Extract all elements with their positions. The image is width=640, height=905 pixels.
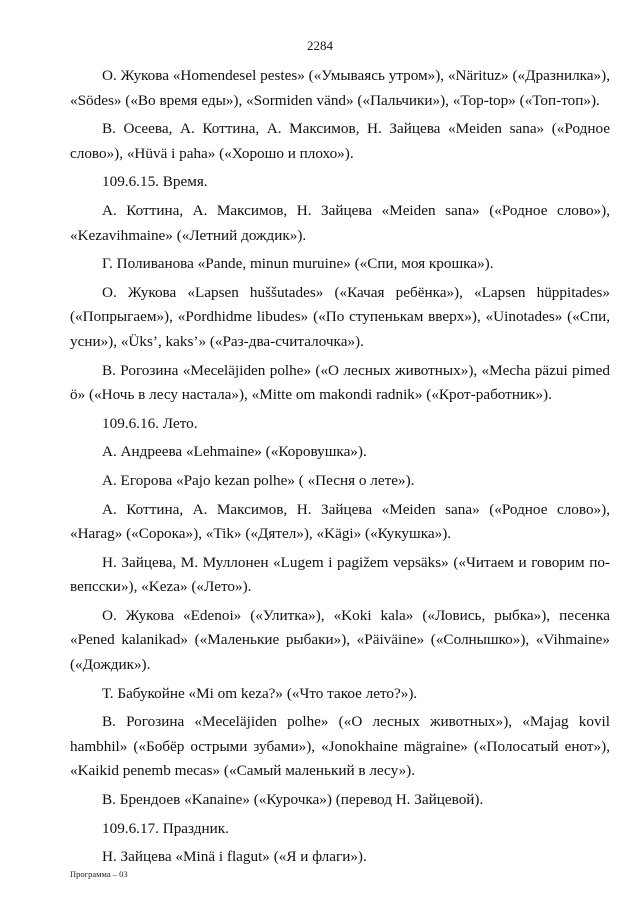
section-heading: 109.6.16. Лето. (102, 414, 198, 432)
page-footer: Программа – 03 (70, 869, 128, 879)
paragraph: О. Жукова «Lapsen huššutades» («Качая ребёнка»), «Lapsen hüppitades» («Попрыгаем»), «Pordhidme libudes» («По ступенькам вверх»), «Uinotades» («Спи, усни»), «Üks’, kaks’» («Раз-два-считалочка»). (70, 283, 610, 350)
paragraph: Н. Зайцева, М. Муллонен «Lugem i pagižem vepsäks» («Читаем и говорим по-вепсски»), «Keza» («Лето»). (70, 553, 610, 596)
page-number: 2284 (307, 38, 333, 53)
paragraph: А. Егорова «Pajo kezan polhe» ( «Песня о лете»). (102, 471, 415, 489)
paragraph: О. Жукова «Edenoi» («Улитка»), «Koki kala» («Ловись, рыбка»), песенка «Pened kalanikad» («Маленькие рыбаки»), «Päiväine» («Солнышко»), «Vihmaine» («Дождик»). (70, 606, 610, 674)
paragraph: А. Коттина, А. Максимов, Н. Зайцева «Meiden sana» («Родное слово»), «Kezavihmaine» («Летний дождик»). (70, 201, 610, 244)
paragraph: А. Коттина, А. Максимов, Н. Зайцева «Meiden sana» («Родное слово»), «Harag» («Сорока»), «Tik» («Дятел»), «Kägi» («Кукушка»). (70, 500, 610, 543)
paragraph: А. Андреева «Lehmaine» («Коровушка»). (102, 443, 367, 461)
paragraph: В. Брендоев «Kanaine» («Курочка») (перевод Н. Зайцевой). (102, 791, 484, 809)
paragraph: Н. Зайцева «Minä i flagut» («Я и флаги»). (102, 848, 367, 866)
paragraph: В. Рогозина «Meceläjiden polhe» («О лесных животных»), «Mecha päzui pimed ö» («Ночь в лесу настала»), «Mitte om makondi radnik» («Крот-работник»). (70, 361, 610, 404)
document-body (70, 64, 610, 870)
paragraph: О. Жукова «Homendesel pestes» («Умываясь утром»), «Närituz» («Дразнилка»), «Södes» («Во время еды»), «Sormiden vänd» («Пальчики»), «Top-top» («Топ-топ»). (70, 67, 610, 109)
section-heading: 109.6.15. Время. (102, 173, 208, 191)
paragraph: Г. Поливанова «Pande, minun muruine» («Спи, моя крошка»). (102, 255, 494, 273)
section-heading: 109.6.17. Праздник. (102, 819, 229, 837)
paragraph: Т. Бабукойне «Mi om keza?» («Что такое лето?»). (102, 684, 418, 702)
paragraph: В. Осеева, А. Коттина, А. Максимов, Н. Зайцева «Meiden sana» («Родное слово»), «Hüvä i paha» («Хорошо и плохо»). (70, 120, 610, 162)
paragraph: В. Рогозина «Meceläjiden polhe» («О лесных животных»), «Majag kovil hambhil» («Бобёр острыми зубами»), «Jonokhaine mägraine» («Полосатый енот»), «Kaikid penemb mecas» («Самый маленький в лесу»). (70, 713, 610, 780)
